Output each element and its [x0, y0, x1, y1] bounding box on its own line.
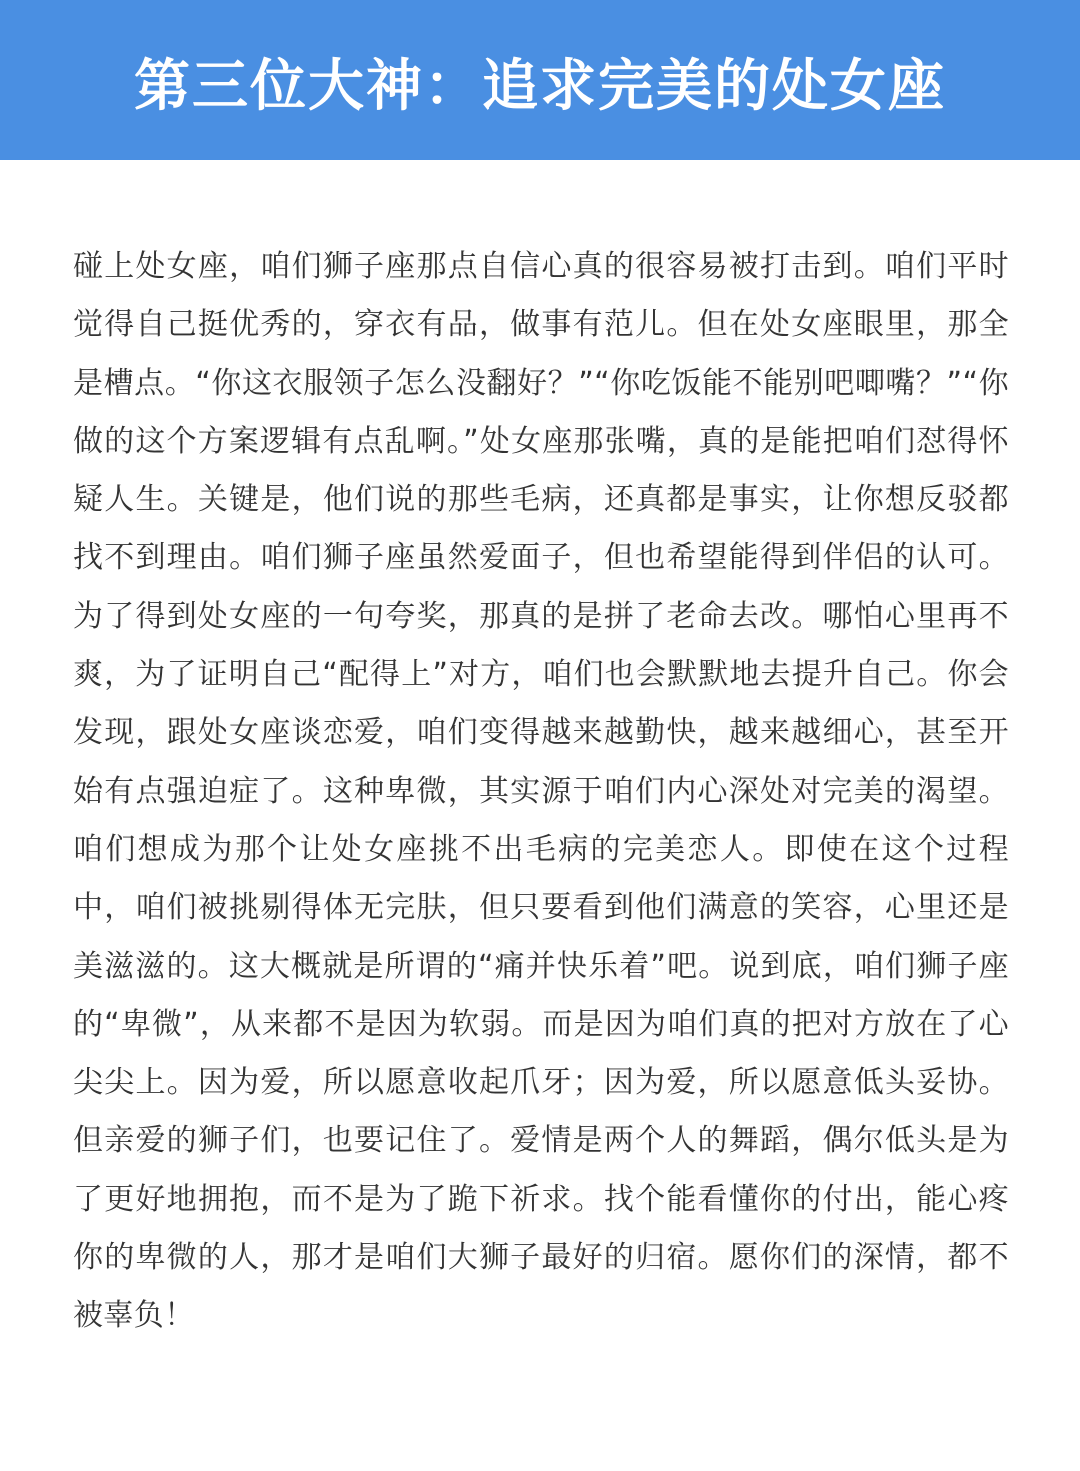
article-body: 碰上处女座，咱们狮子座那点自信心真的很容易被打击到。咱们平时觉得自己挺优秀的，穿衣有品，做事有范儿。但在处女座眼里，那全是槽点。“你这衣服领子怎么没翻好？”“你吃饭能不能别吧唧嘴？”“你做的这个方案逻辑有点乱啊。”处女座那张嘴，真的是能把咱们怼得怀疑人生。关键是，他们说的那些毛病，还真都是事实，让你想反驳都找不到理由。咱们狮子座虽然爱面子，但也希望能得到伴侣的认可。为了得到处女座的一句夸奖，那真的是拼了老命去改。哪怕心里再不爽，为了证明自己“配得上”对方，咱们也会默默地去提升自己。你会发现，跟处女座谈恋爱，咱们变得越来越勤快，越来越细心，甚至开始有点强迫症了。这种卑微，其实源于咱们内心深处对完美的渴望。咱们想成为那个让处女座挑不出毛病的完美恋人。即使在这个过程中，咱们被挑剔得体无完肤，但只要看到他们满意的笑容，心里还是美滋滋的。这大概就是所谓的“痛并快乐着”吧。说到底，咱们狮子座的“卑微”，从来都不是因为软弱。而是因为咱们真的把对方放在了心尖尖上。因为爱，所以愿意收起爪牙；因为爱，所以愿意低头妥协。但亲爱的狮子们，也要记住了。爱情是两个人的舞蹈，偶尔低头是为了更好地拥抱，而不是为了跪下祈求。找个能看懂你的付出，能心疼你的卑微的人，那才是咱们大狮子最好的归宿。愿你们的深情，都不被辜负！: [73, 249, 1009, 1334]
title-banner: [0, 0, 1080, 160]
page-title: 第三位大神：追求完美的处女座: [134, 54, 946, 119]
